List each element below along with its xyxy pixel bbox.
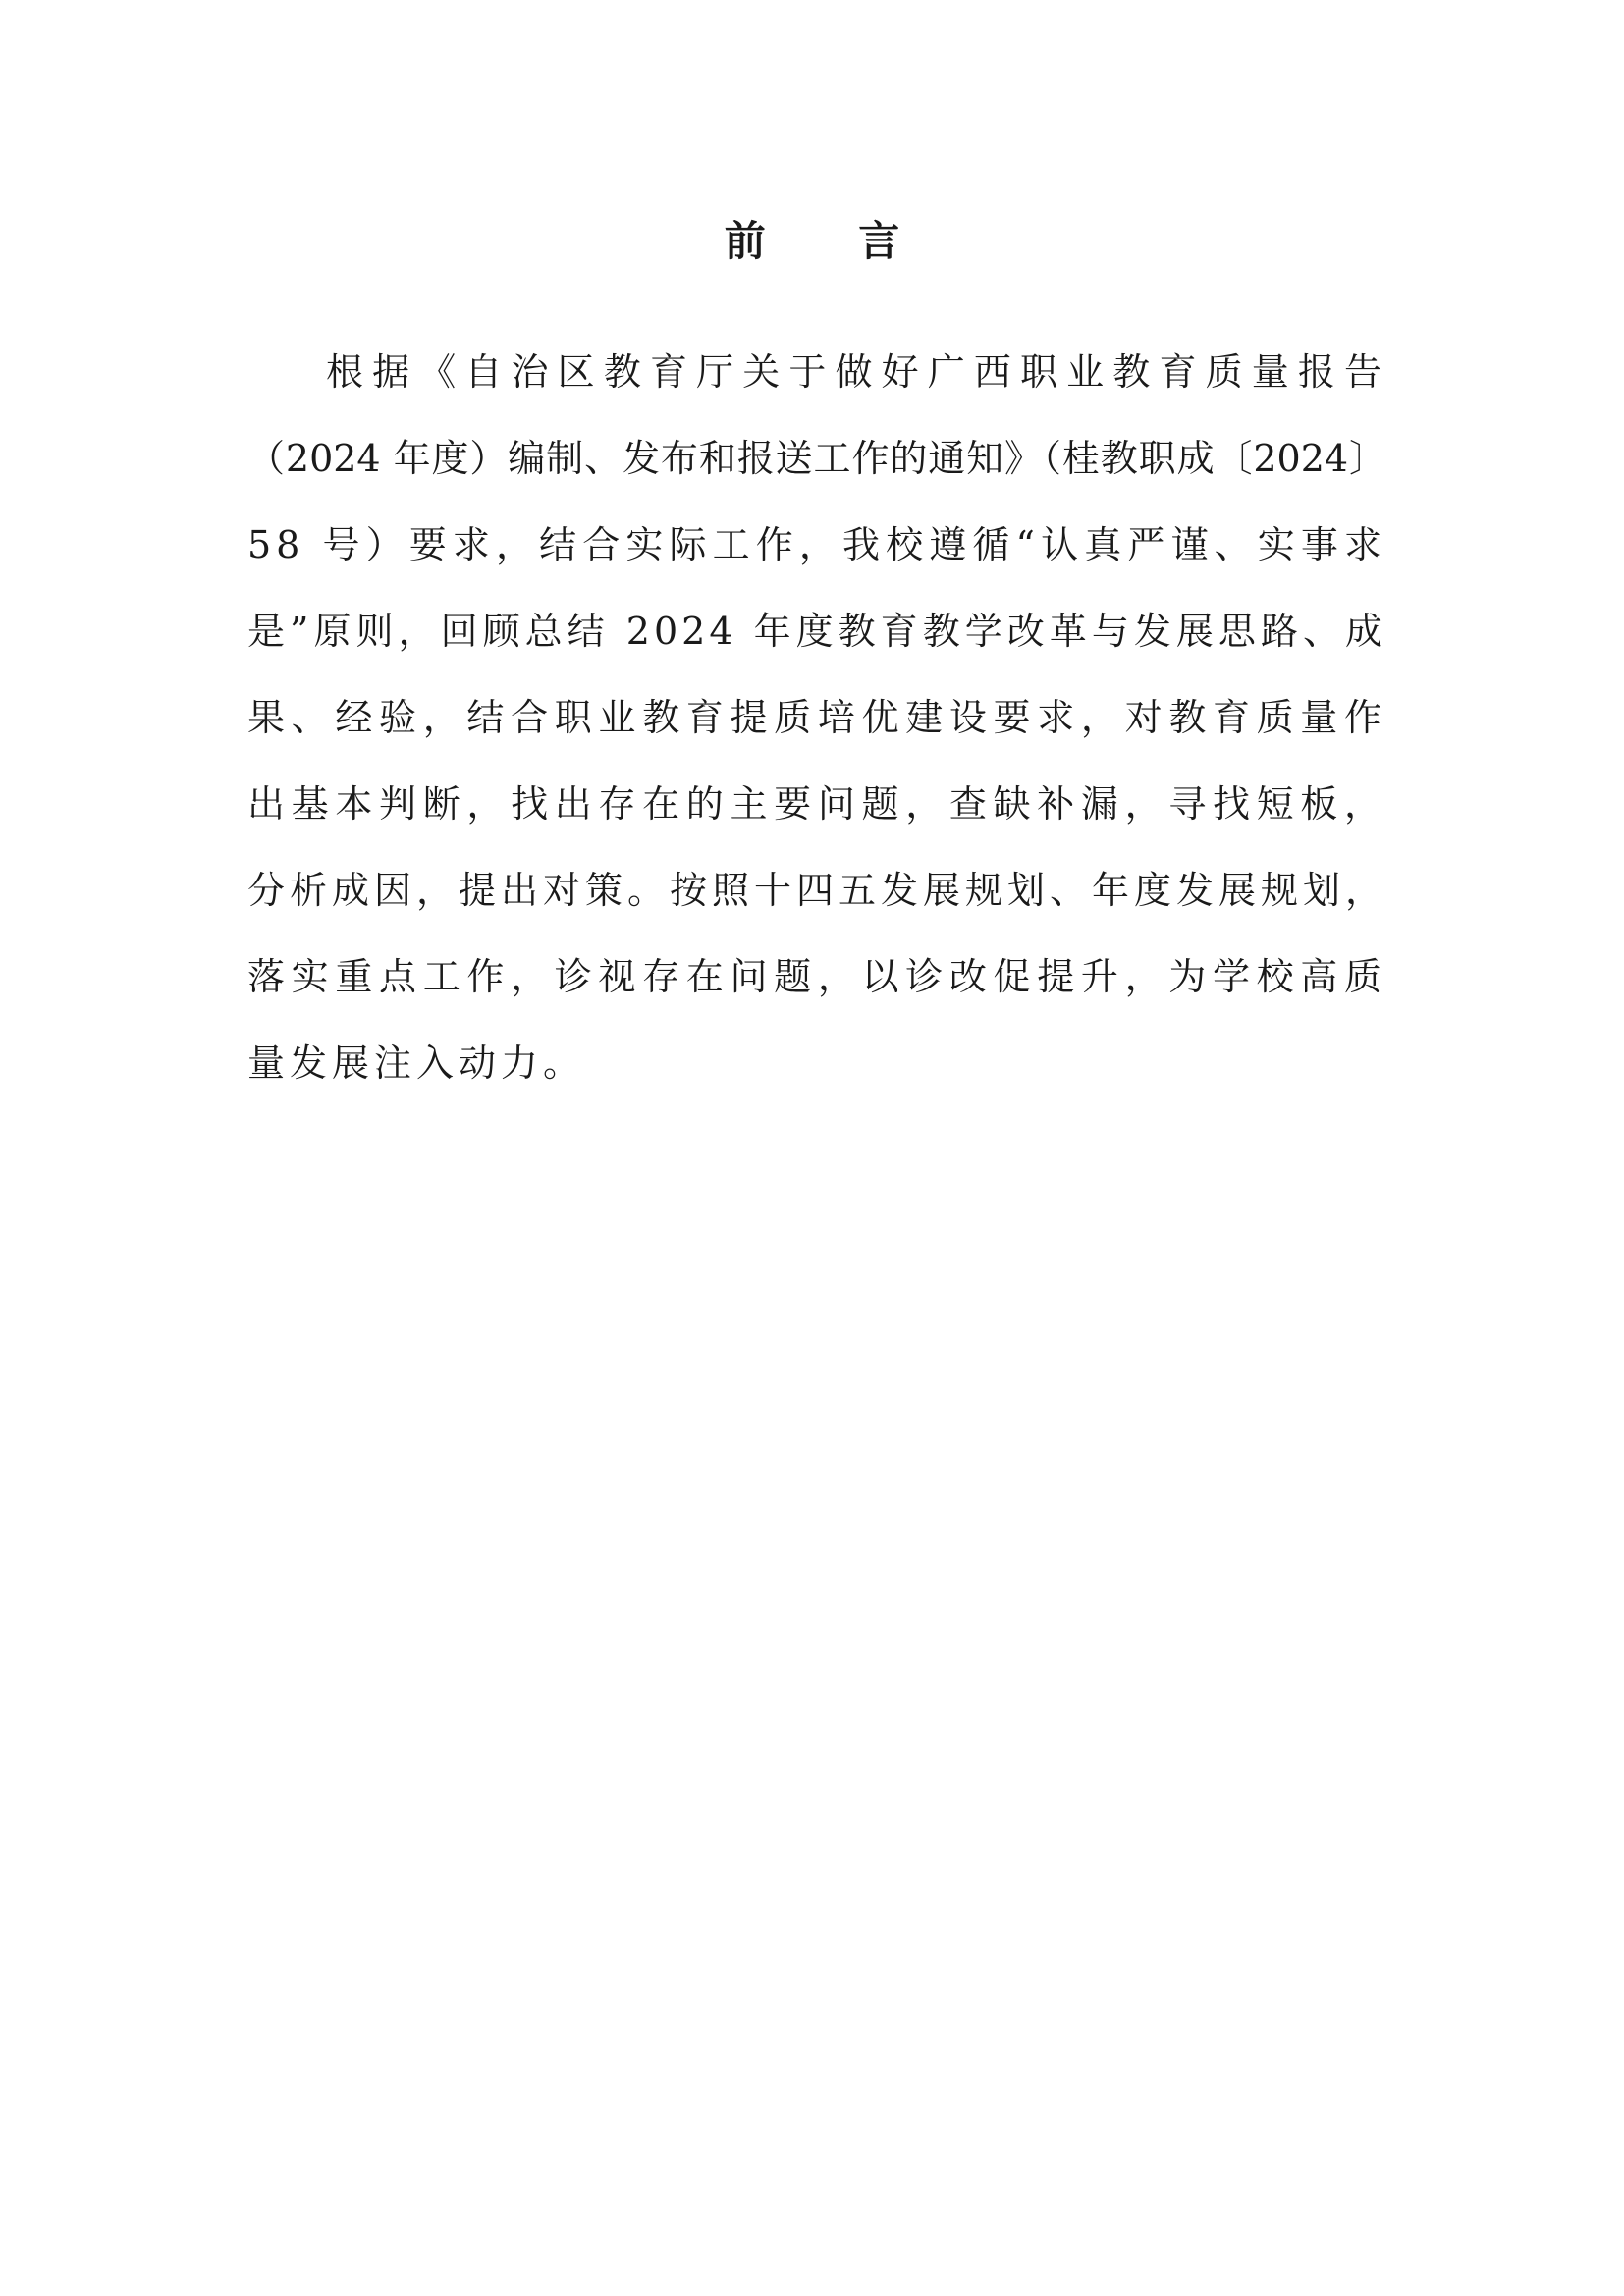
paragraph-line: 是”原则，回顾总结 2024 年度教育教学改革与发展思路、成 (247, 610, 1386, 653)
page-title: 前 言 (724, 217, 940, 265)
paragraph-line: 分析成因，提出对策。按照十四五发展规划、年度发展规划， (247, 869, 1386, 912)
paragraph-line: 58 号）要求，结合实际工作，我校遵循“认真严谨、实事求 (247, 523, 1386, 566)
paragraph-line: 根据《自治区教育厅关于做好广西职业教育质量报告 (326, 350, 1386, 394)
paragraph-line: 量发展注入动力。 (247, 1041, 586, 1085)
paragraph-line: （2024 年度）编制、发布和报送工作的通知》（桂教职成〔2024〕 (247, 437, 1386, 480)
paragraph-line: 果、经验，结合职业教育提质培优建设要求，对教育质量作 (247, 696, 1386, 739)
preface-paragraph (247, 329, 1386, 1106)
paragraph-line: 出基本判断，找出存在的主要问题，查缺补漏，寻找短板， (247, 782, 1386, 826)
paragraph-line: 落实重点工作，诊视存在问题，以诊改促提升，为学校高质 (247, 955, 1386, 998)
